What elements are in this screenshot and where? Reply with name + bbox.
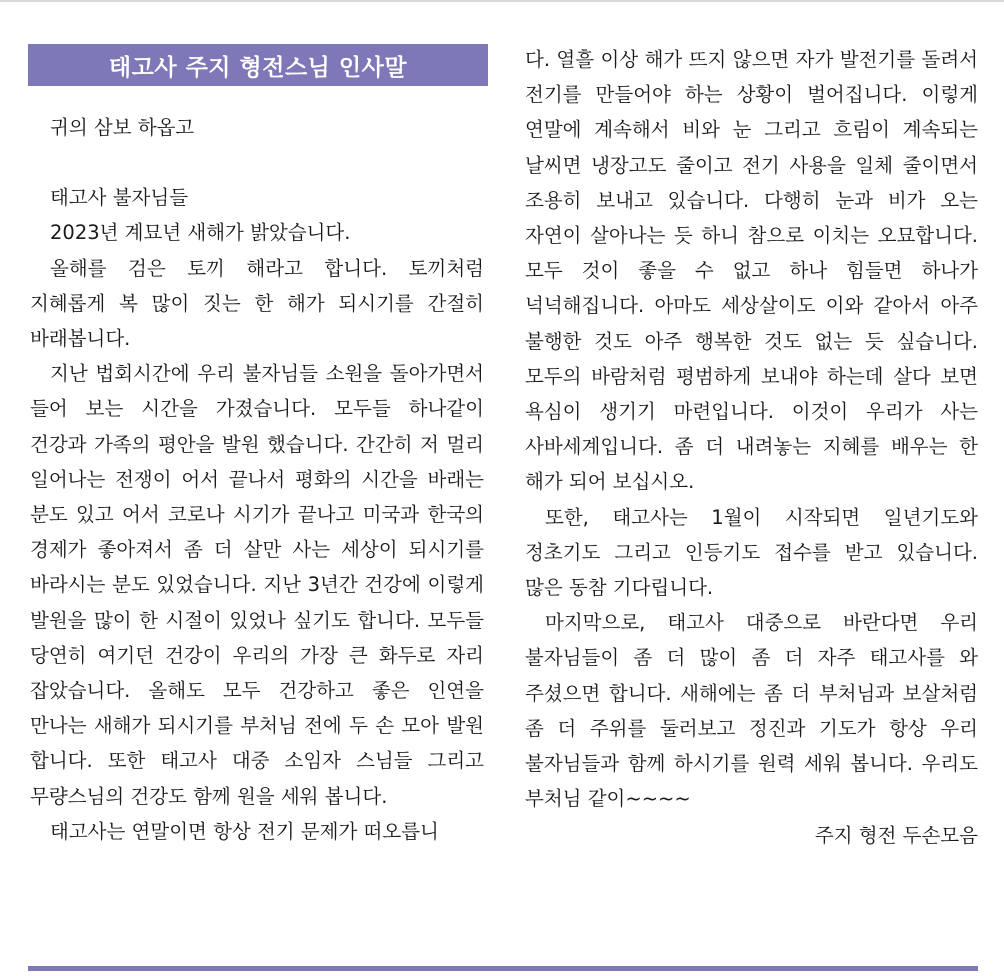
paragraph: 마지막으로, 태고사 대중으로 바란다면 우리 불자님들이 좀 더 많이 좀 더 자주 태고사를 와 주셨으면 합니다. 새해에는 좀 더 부처님과 보살처럼 좀 더 주위를 둘러보고 정진과 기도가 항상 우리 불자님들과 함께 하시기를 원력 세워 봅니다. 우리도 부처님 같이~~~~ bbox=[525, 611, 978, 811]
paragraph: 2023년 계묘년 새해가 밝았습니다. bbox=[50, 221, 351, 245]
top-divider bbox=[0, 0, 1004, 2]
paragraph: 지난 법회시간에 우리 불자님들 소원을 돌아가면서 들어 보는 시간을 가졌습니다. 모두들 하나같이 건강과 가족의 평안을 발원 했습니다. 간간히 저 멀리 일어나는 전쟁이 어서 끝나서 평화의 시간을 바래는 분도 있고 어서 코로나 시기가 끝나고 미국과 한국의 경제가 좋아져서 좀 더 살만 사는 세상이 되시기를 바라시는 분도 있었습니다. 지난 3년간 건강에 이렇게 발원을 많이 한 시절이 있었나 싶기도 합니다. 모두들 당연히 여기던 건강이 우리의 가장 큰 화두로 자리 잡았습니다. 올해도 모두 건강하고 좋은 인연을 만나는 새해가 되시기를 부처님 전에 두 손 모아 발원 합니다. 또한 태고사 대중 소임자 스님들 그리고 무량스님의 건강도 함께 원을 세워 봅니다. bbox=[30, 362, 484, 808]
salutation: 귀의 삼보 하옵고 bbox=[50, 116, 195, 139]
bottom-divider bbox=[28, 966, 978, 971]
signature: 주지 형전 두손모음 bbox=[814, 824, 978, 848]
paragraph: 다. 열흘 이상 해가 뜨지 않으면 자가 발전기를 돌려서 전기를 만들어야 하는 상황이 벌어집니다. 이렇게 연말에 계속해서 비와 눈 그리고 흐림이 계속되는 날씨면 냉장고도 줄이고 전기 사용을 일체 줄이면서 조용히 보내고 있습니다. 다행히 눈과 비가 오는 자연이 살아나는 듯 하니 참으로 이치는 오묘합니다. 모두 것이 좋을 수 없고 하나 힘들면 하나가 넉넉해집니다. 아마도 세상살이도 이와 같아서 아주 불행한 것도 아주 행복한 것도 없는 듯 싶습니다. 모두의 바람처럼 평범하게 보내야 하는데 살다 보면 욕심이 생기기 마련입니다. 이것이 우리가 사는 사바세계입니다. 좀 더 내려놓는 지혜를 배우는 한 해가 되어 보십시오. bbox=[525, 48, 978, 494]
right-column bbox=[525, 42, 978, 854]
paragraph: 또한, 태고사는 1월이 시작되면 일년기도와 정초기도 그리고 인등기도 접수를 받고 있습니다. 많은 동참 기다립니다. bbox=[525, 505, 978, 600]
page-title: 태고사 주지 형전스님 인사말 bbox=[108, 54, 408, 81]
paragraph: 올해를 검은 토끼 해라고 합니다. 토끼처럼 지혜롭게 복 많이 짓는 한 해가 되시기를 간절히 바래봅니다. bbox=[30, 256, 484, 351]
addressee: 태고사 불자님들 bbox=[50, 186, 189, 210]
blank-line bbox=[30, 145, 484, 180]
paragraph: 태고사는 연말이면 항상 전기 문제가 떠오릅니 bbox=[50, 819, 439, 843]
left-column bbox=[30, 110, 484, 849]
title-banner bbox=[28, 44, 488, 86]
